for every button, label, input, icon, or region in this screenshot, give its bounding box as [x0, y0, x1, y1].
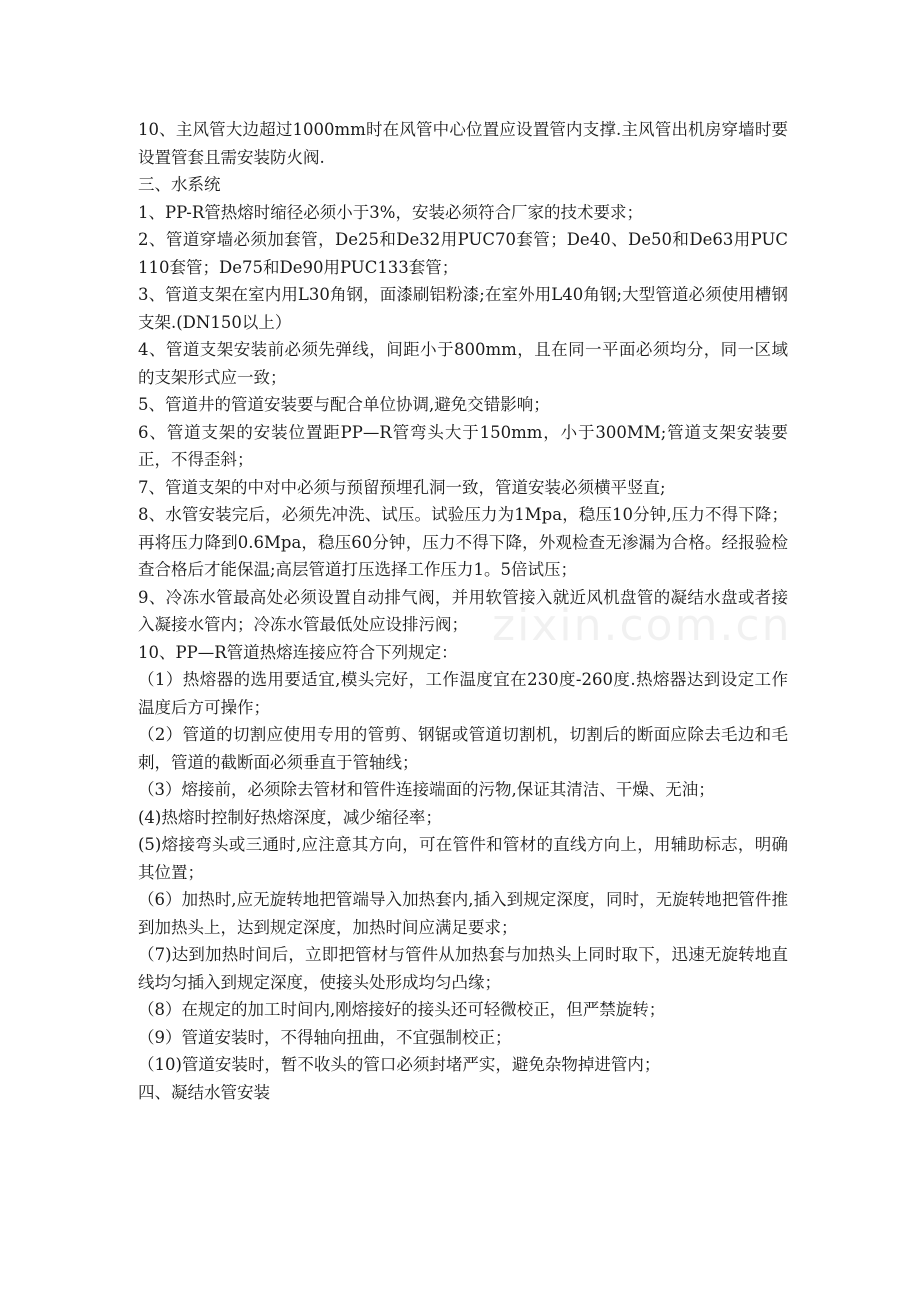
watermark: zixin.com.cn	[492, 600, 792, 651]
list-item: （7)达到加热时间后，立即把管材与管件从加热套与加热头上同时取下，迅速无旋转地直线均匀插入到规定深度，使接头处形成均匀凸缘；	[138, 945, 788, 992]
paragraph: 2、管道穿墙必须加套管，De25和De32用PUC70套管；De40、De50和De63用PUC110套管；De75和De90用PUC133套管；	[138, 230, 788, 277]
paragraph: 10、主风管大边超过1000mm时在风管中心位置应设置管内支撑.主风管出机房穿墙时要设置管套且需安装防火阀.	[138, 120, 788, 167]
list-item: （2）管道的切割应使用专用的管剪、钢锯或管道切割机，切割后的断面应除去毛边和毛刺，管道的截断面必须垂直于管轴线；	[138, 725, 788, 772]
list-item: （1）热熔器的选用要适宜,模头完好，工作温度宜在230度-260度.热熔器达到设定工作温度后方可操作；	[138, 670, 788, 717]
list-item: （10)管道安装时，暂不收头的管口必须封堵严实，避免杂物掉进管内；	[138, 1055, 661, 1074]
paragraph: 6、管道支架的安装位置距PP—R管弯头大于150mm，小于300MM;管道支架安装要正，不得歪斜；	[138, 422, 788, 469]
section-heading: 三、水系统	[138, 175, 221, 194]
paragraph: 1、PP-R管热熔时缩径必须小于3%，安装必须符合厂家的技术要求；	[138, 202, 643, 222]
list-item: (5)熔接弯头或三通时,应注意其方向，可在管件和管材的直线方向上，用辅助标志，明确其位置；	[138, 835, 788, 882]
paragraph: 4、管道支架安装前必须先弹线，间距小于800mm，且在同一平面必须均分，同一区域的支架形式应一致；	[138, 340, 788, 387]
paragraph: 5、管道井的管道安装要与配合单位协调,避免交错影响；	[138, 395, 550, 414]
paragraph: 3、管道支架在室内用L30角钢，面漆刷铝粉漆;在室外用L40角钢;大型管道必须使用槽钢支架.(DN150以上）	[138, 285, 788, 332]
section-heading: 四、凝结水管安装	[138, 1082, 270, 1102]
list-item: （6）加热时,应无旋转地把管端导入加热套内,插入到规定深度，同时，无旋转地把管件推到加热头上，达到规定深度，加热时间应满足要求；	[138, 890, 788, 937]
paragraph: 9、冷冻水管最高处必须设置自动排气阀，并用软管接入就近风机盘管的凝结水盘或者接入凝接水管内；冷冻水管最低处应设排污阀；	[138, 587, 788, 634]
paragraph: 10、PP—R管道热熔连接应符合下列规定：	[138, 642, 458, 662]
list-item: （3）熔接前，必须除去管材和管件连接端面的污物,保证其清洁、干燥、无油；	[138, 780, 715, 799]
list-item: （8）在规定的加工时间内,刚熔接好的接头还可轻微校正，但严禁旋转；	[138, 1000, 666, 1019]
document-body	[138, 116, 788, 1106]
paragraph: 7、管道支架的中对中必须与预留预埋孔洞一致，管道安装必须横平竖直;	[138, 477, 666, 497]
list-item: (4)热熔时控制好热熔深度，减少缩径率；	[138, 807, 442, 827]
paragraph: 8、水管安装完后，必须先冲洗、试压。试验压力为1Mpa，稳压10分钟,压力不得下降；再将压力降到0.6Mpa，稳压60分钟，压力不得下降，外观检查无渗漏为合格。经报验检查合格后才能保温;高层管道打压选择工作压力1。5倍试压；	[138, 505, 788, 579]
list-item: （9）管道安装时，不得轴向扭曲，不宜强制校正；	[138, 1027, 512, 1047]
